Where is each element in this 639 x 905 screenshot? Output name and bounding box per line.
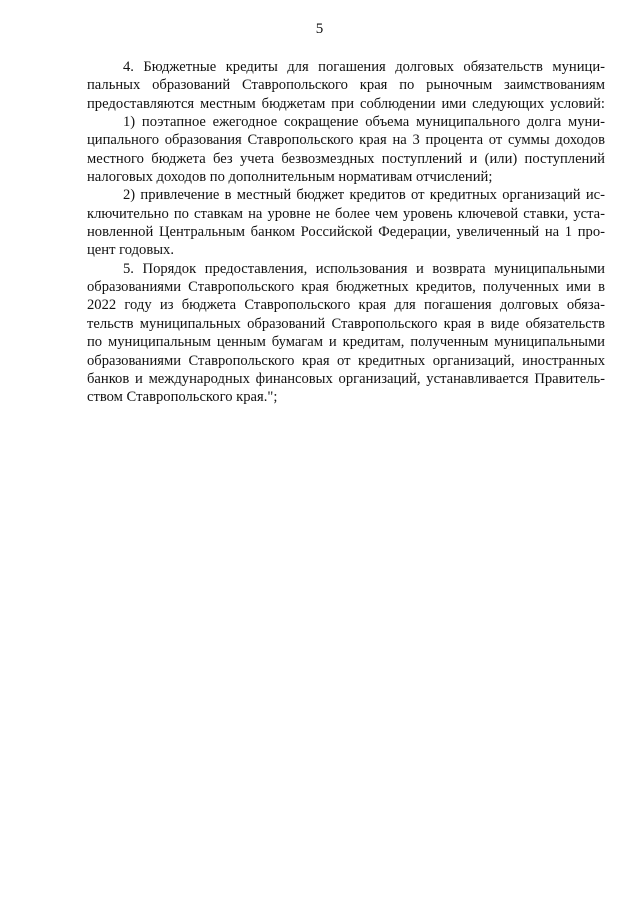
condition-1-line: налоговых доходов по дополнительным нормативам отчислений; bbox=[87, 169, 493, 186]
paragraph-5-line: банков и международных финансовых организаций, устанавливается Правитель- bbox=[87, 370, 605, 387]
condition-2-line: ключительно по ставкам на уровне не более чем уровень ключевой ставки, уста- bbox=[87, 205, 605, 222]
paragraph-5-line: тельств муниципальных образований Ставропольского края в виде обязательств bbox=[87, 315, 605, 332]
paragraph-5-line: образованиями Ставропольского края от кредитных организаций, иностранных bbox=[87, 352, 605, 369]
condition-1-line: 1) поэтапное ежегодное сокращение объема муниципального долга муни- bbox=[123, 114, 605, 131]
page-number: 5 bbox=[315, 21, 324, 37]
condition-1-line: ципального образования Ставропольского края на 3 процента от суммы доходов bbox=[87, 132, 605, 149]
condition-2-line: цент годовых. bbox=[87, 242, 174, 259]
document-body bbox=[87, 58, 605, 407]
condition-2-line: новленной Центральным банком Российской Федерации, увеличенный на 1 про- bbox=[87, 224, 605, 241]
condition-2-line: 2) привлечение в местный бюджет кредитов от кредитных организаций ис- bbox=[123, 187, 605, 204]
paragraph-5-line: образованиями Ставропольского края бюджетных кредитов, полученных ими в bbox=[87, 279, 605, 296]
paragraph-5-line: 2022 году из бюджета Ставропольского края для погашения долговых обяза- bbox=[87, 297, 605, 314]
paragraph-4-line: 4. Бюджетные кредиты для погашения долговых обязательств муници- bbox=[123, 59, 605, 75]
paragraph-5-line: по муниципальным ценным бумагам и кредитам, полученным муниципальными bbox=[87, 334, 605, 351]
paragraph-5-line: 5. Порядок предоставления, использования и возврата муниципальными bbox=[123, 260, 605, 277]
paragraph-4-line: пальных образований Ставропольского края по рыночным заимствованиям bbox=[87, 77, 605, 94]
condition-1-line: местного бюджета без учета безвозмездных поступлений и (или) поступлений bbox=[87, 150, 605, 167]
paragraph-4-line: предоставляются местным бюджетам при соблюдении ими следующих условий: bbox=[87, 95, 605, 112]
paragraph-5-line: ством Ставропольского края."; bbox=[87, 389, 278, 406]
